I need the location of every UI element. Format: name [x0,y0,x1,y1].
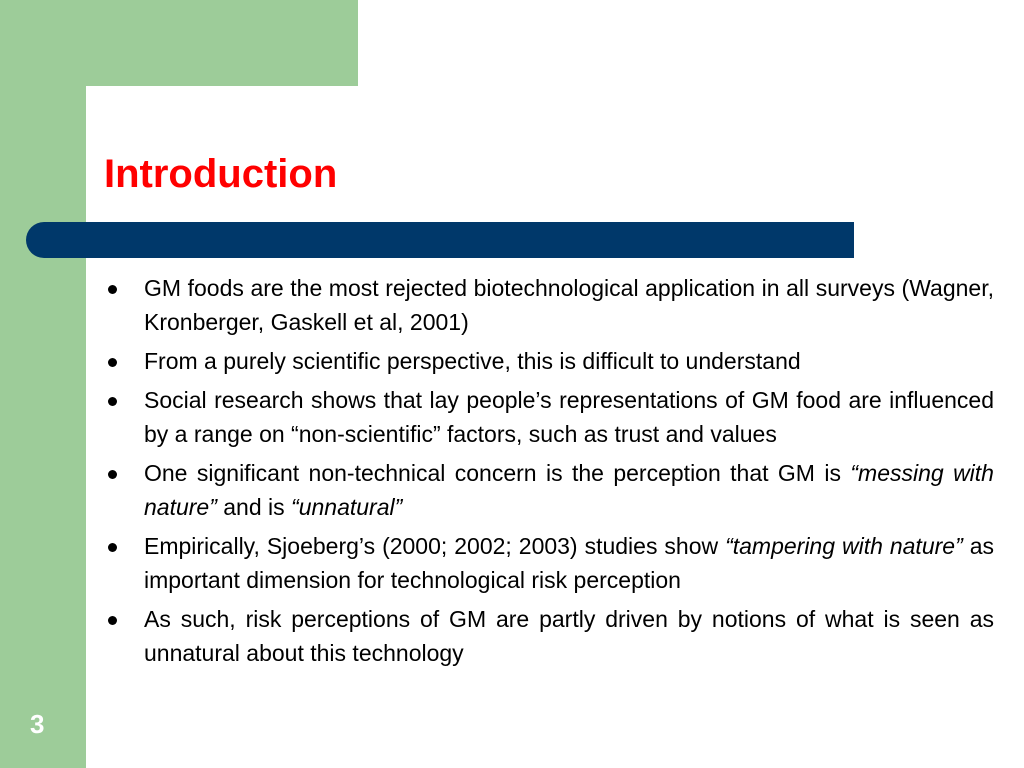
bullet-list [104,271,994,675]
bullet-emphasis-text: “unnatural” [291,494,403,520]
bullet-item [104,456,994,524]
bullet-dot-icon [108,358,117,367]
green-top-band [0,0,358,86]
bullet-dot-icon [108,285,117,294]
bullet-item [104,602,994,670]
slide-title: Introduction [104,152,338,196]
slide-number: 3 [30,709,45,739]
bullet-dot-icon [108,543,117,552]
bullet-item [104,529,994,597]
bullet-item [104,383,994,451]
bullet-text: From a purely scientific perspective, this is difficult to understand [144,348,801,374]
green-side-band [0,0,86,768]
bullet-dot-icon [108,616,117,625]
bullet-text: One significant non-technical concern is the perception that GM is [144,460,851,486]
bullet-text: GM foods are the most rejected biotechnological application in all surveys (Wagner, Kronberger, Gaskell et al, 2001) [144,275,994,335]
bullet-dot-icon [108,397,117,406]
bullet-text: Empirically, Sjoeberg’s (2000; 2002; 2003) studies show [144,533,726,559]
title-underline-bar [26,222,854,258]
bullet-dot-icon [108,470,117,479]
bullet-item [104,344,994,378]
bullet-text: As such, risk perceptions of GM are partly driven by notions of what is seen as unnatural about this technology [144,606,994,666]
bullet-text: Social research shows that lay people’s representations of GM food are influenced by a range on “non-scientific” factors, such as trust and values [144,387,994,447]
bullet-emphasis-text: “tampering with nature” [725,533,963,559]
bullet-emphasis-text: “messing with nature” [144,460,994,520]
bullet-item [104,271,994,339]
bullet-text: as important dimension for technological risk perception [144,533,994,593]
bullet-text: and is [216,494,292,520]
